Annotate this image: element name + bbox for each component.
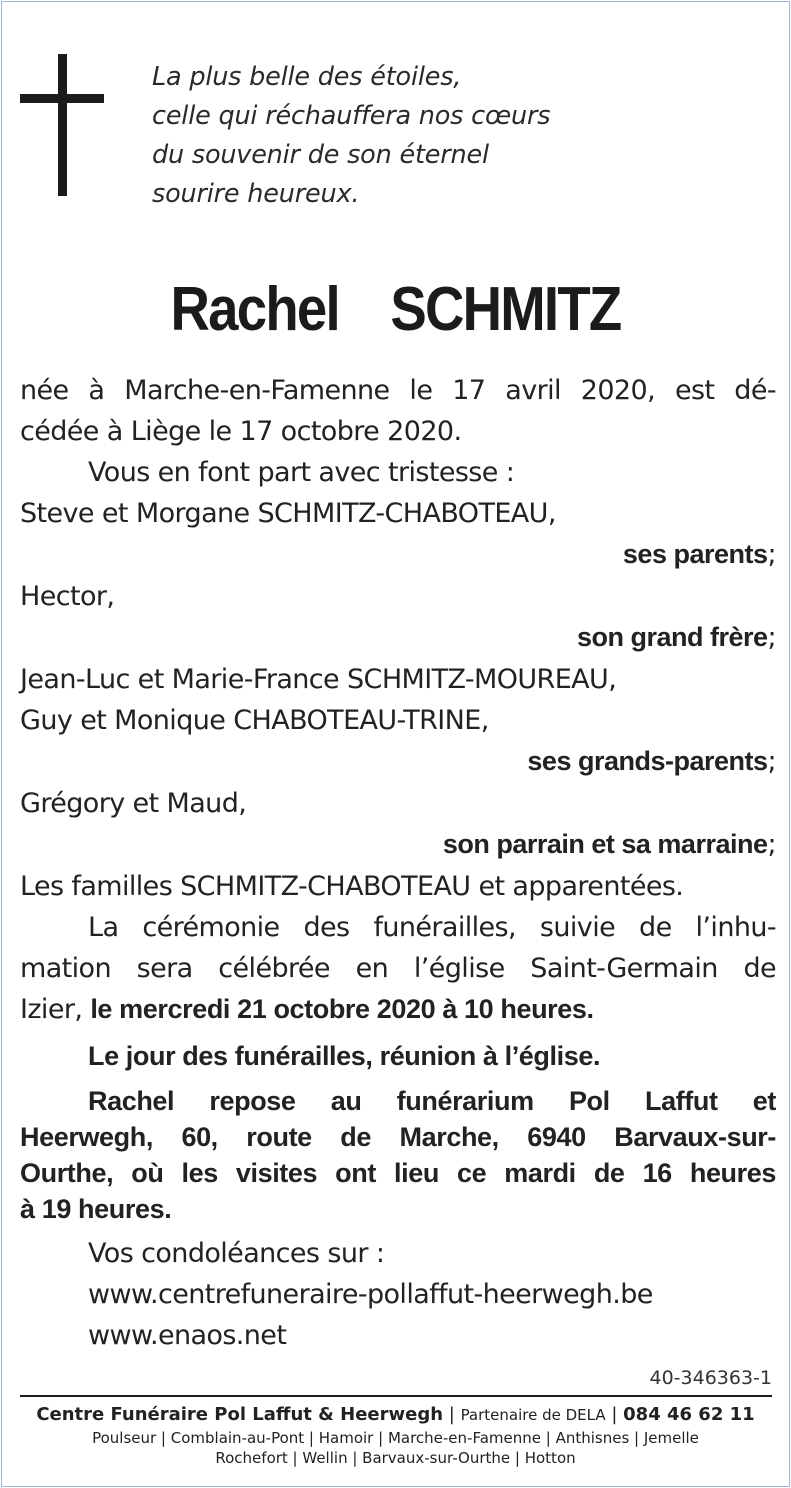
ceremony-line: mation sera célébrée en l’église Saint-Germain de <box>20 953 776 984</box>
reference-number: 40-346363-1 <box>649 1367 772 1389</box>
website-link[interactable]: www.centrefuneraire-pollaffut-heerwegh.be <box>88 1279 653 1310</box>
relation-label: son parrain et sa marraine <box>442 829 768 859</box>
website-link[interactable]: www.enaos.net <box>88 1320 287 1351</box>
relation-line <box>20 617 776 658</box>
reunion-line: Le jour des funérailles, réunion à l’église. <box>88 1041 601 1071</box>
relation-line <box>20 824 776 865</box>
separator: ; <box>767 539 776 570</box>
notice-body <box>20 370 776 1356</box>
birth-death-line: cédée à Liège le 17 octobre 2020. <box>20 416 462 447</box>
family-name-line: Hector, <box>20 581 115 612</box>
partner-label: Partenaire de DELA <box>460 1406 606 1424</box>
family-name-line: Jean-Luc et Marie-France SCHMITZ-MOUREAU, <box>20 664 617 695</box>
separator: ; <box>767 622 776 653</box>
poem-line: celle qui réchauffera nos cœurs <box>152 101 551 131</box>
poem-line: sourire heureux. <box>152 179 360 209</box>
ceremony-line: La cérémonie des funérailles, suivie de l’inhu- <box>88 912 776 943</box>
announce-intro: Vous en font part avec tristesse : <box>88 457 515 488</box>
family-name-line: Guy et Monique CHABOTEAU-TRINE, <box>20 705 489 736</box>
obituary-notice <box>1 1 790 1487</box>
poem <box>152 58 712 214</box>
company-name: Centre Funéraire Pol Laffut & Heerwegh <box>36 1404 444 1425</box>
birth-death-line: née à Marche-en-Famenne le 17 avril 2020, est dé- <box>20 375 776 406</box>
relation-line <box>20 534 776 575</box>
deceased-name: Rachel SCHMITZ <box>170 275 621 344</box>
footer-locations: Poulseur | Comblain-au-Pont | Hamoir | Marche-en-Famenne | Anthisnes | Jemelle <box>92 1429 699 1447</box>
phone-number: 084 46 62 11 <box>623 1404 755 1425</box>
relation-label: ses parents <box>622 539 768 569</box>
visitation-line: Heerwegh, 60, route de Marche, 6940 Barvaux-sur- <box>20 1122 776 1152</box>
ceremony-place: Izier, <box>20 994 91 1025</box>
cross-icon <box>20 54 104 196</box>
families-line: Les familles SCHMITZ-CHABOTEAU et apparentées. <box>20 871 684 902</box>
ceremony-date: le mercredi 21 octobre 2020 à 10 heures. <box>90 994 594 1024</box>
relation-label: ses grands-parents <box>527 746 768 776</box>
poem-line: du souvenir de son éternel <box>152 140 489 170</box>
footer-company-line: Centre Funéraire Pol Laffut & Heerwegh | Partenaire de DELA | 084 46 62 11 <box>36 1404 755 1425</box>
relation-line <box>20 741 776 782</box>
ceremony-date-line <box>20 989 776 1030</box>
footer <box>2 1402 789 1468</box>
separator: ; <box>767 746 776 777</box>
visitation-line: Rachel repose au funérarium Pol Laffut et <box>88 1086 776 1116</box>
family-name-line: Steve et Morgane SCHMITZ-CHABOTEAU, <box>20 498 556 529</box>
footer-locations: Rochefort | Wellin | Barvaux-sur-Ourthe | Hotton <box>215 1449 576 1467</box>
visitation-line: à 19 heures. <box>20 1194 172 1224</box>
divider <box>20 1395 772 1397</box>
condolences-label: Vos condoléances sur : <box>88 1238 385 1269</box>
visitation-line: Ourthe, où les visites ont lieu ce mardi de 16 heures <box>20 1158 776 1188</box>
relation-label: son grand frère <box>576 622 768 652</box>
separator: ; <box>767 829 776 860</box>
poem-line: La plus belle des étoiles, <box>152 62 462 92</box>
family-name-line: Grégory et Maud, <box>20 788 247 819</box>
